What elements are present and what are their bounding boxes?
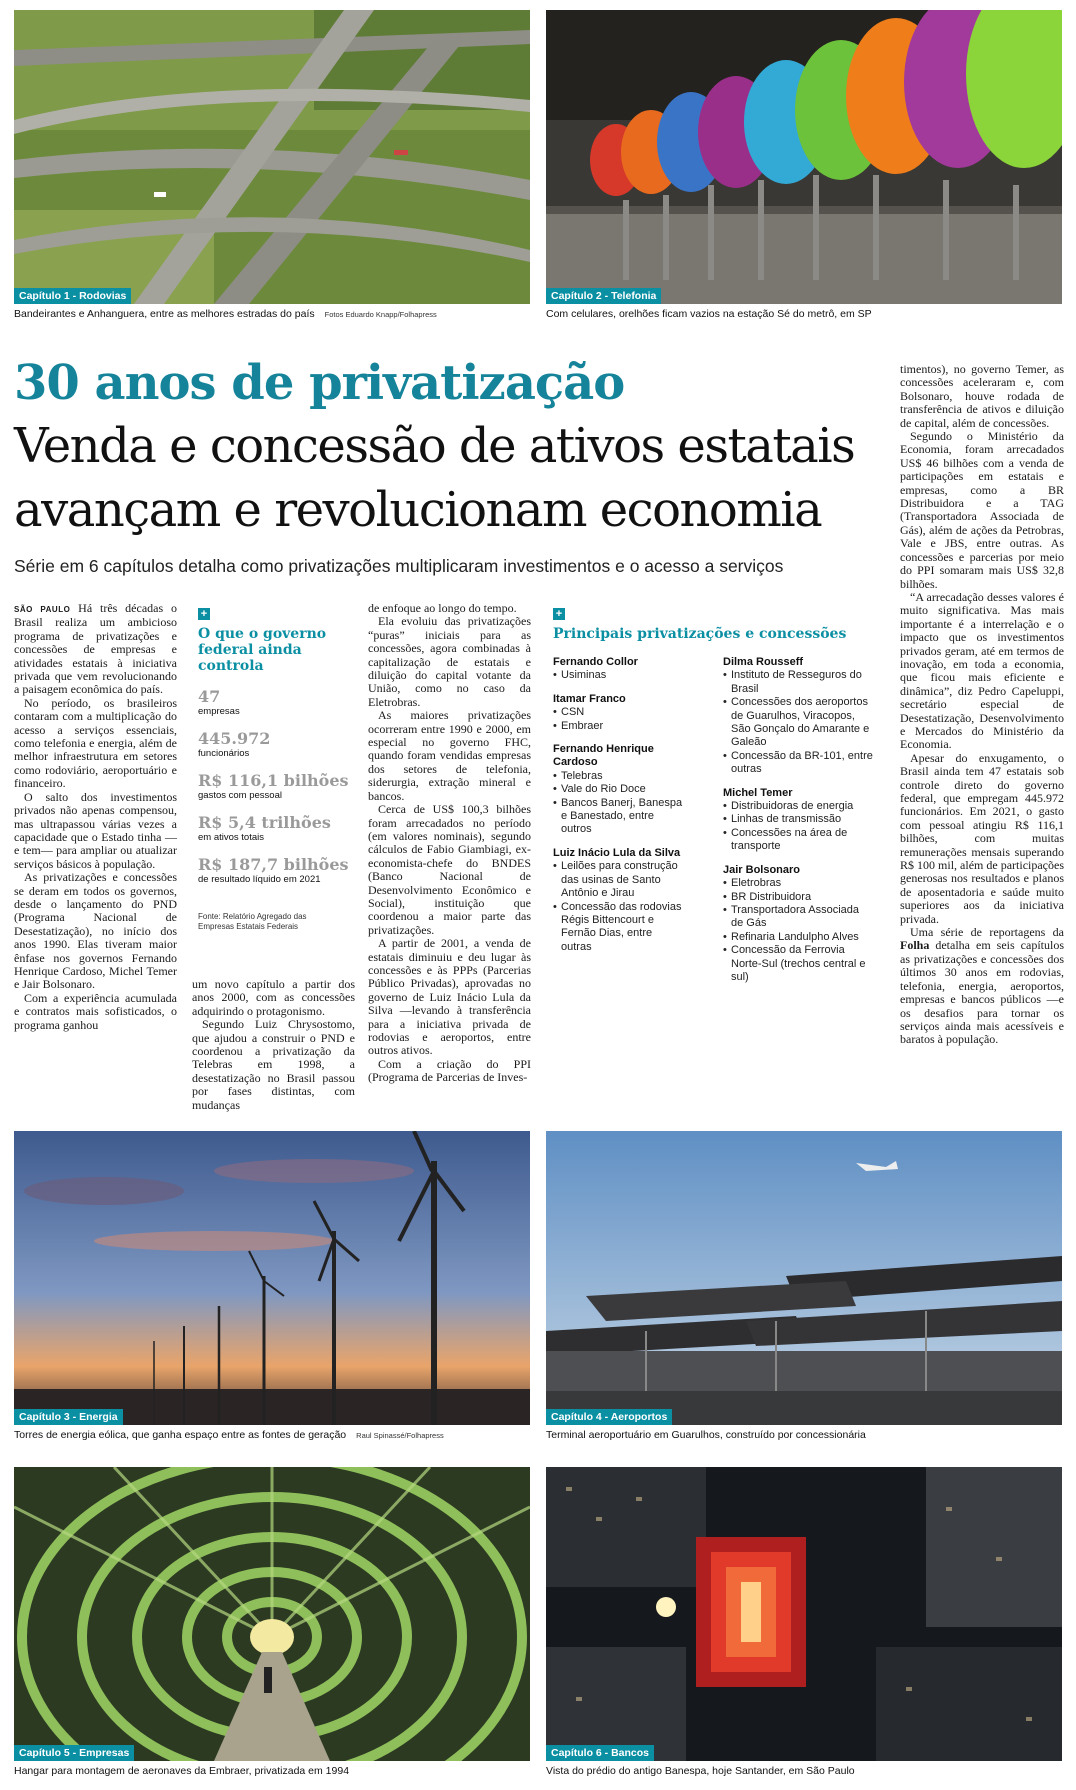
headline-line-2: avançam e revolucionam economia (14, 482, 822, 538)
president-name: Fernando Collor (553, 656, 638, 668)
chapter-label-3: Capítulo 3 - Energia (14, 1409, 123, 1425)
government-controls-box (198, 604, 358, 932)
photo-aeroportos (546, 1131, 1062, 1425)
paragraph: Com a criação do PPI (Programa de Parcerias de Inves- (368, 1056, 531, 1085)
stat-value: R$ 187,7 bilhões (198, 855, 349, 874)
president-name: Jair Bolsonaro (723, 863, 801, 876)
stats-list (198, 688, 358, 886)
paragraph: Cerca de US$ 100,3 bilhões foram arrecadados no período (em valores nominais), segundo cálculos de Fabio Giambiagi, ex-economista-chefe do BNDES (Banco Nacional de Desenvolvimento Econômico e Social), instituição que coordenou a maior parte das privatizações. (368, 802, 531, 937)
president-name: Luiz Inácio Lula da Silva (553, 846, 681, 859)
paragraph: As maiores privatizações ocorreram entre 1990 e 2000, em especial no governo FHC, quando foram vendidas empresas dos setores de telefonia, siderurgia, extração mineral e bancos. (368, 708, 531, 803)
privatization-item: • Usiminas (553, 669, 683, 682)
paragraph: No período, os brasileiros contaram com a multiplicação do acesso a serviços essenciais, como telefonia e energia, além de melhor infraestrutura em setores como rodoviário, aeroportuário e financeiro. (14, 695, 177, 791)
caption-text-3: Torres de energia eólica, que ganha espaço entre as fontes de geração (14, 1429, 347, 1441)
president-name: Itamar Franco (553, 692, 626, 705)
folha-brand: Folha (900, 938, 930, 953)
box-title: O que o governo federal ainda controla (198, 626, 327, 674)
plus-icon: + (198, 608, 210, 620)
caption-text-6: Vista do prédio do antigo Banespa, hoje Santander, em São Paulo (546, 1765, 855, 1777)
privatization-item: • Concessão das rodovias Régis Bittencourt e Fernão Dias, entre outras (553, 901, 683, 955)
caption-text-1: Bandeirantes e Anhanguera, entre as melhores estradas do país (14, 308, 315, 320)
paragraph: Segundo Luiz Chrysostomo, que ajudou a construir o PND e coordenou a privatização da Telebras em 1998, a desestatização no Brasil passou por fases distintas, com mudanças (192, 1017, 355, 1112)
photo-caption-4 (546, 1429, 866, 1442)
stat-label: em ativos totais (198, 832, 264, 843)
stat-value: 47 (198, 687, 221, 706)
stat-label: funcionários (198, 748, 250, 759)
caption-text-2: Com celulares, orelhões ficam vazios na estação Sé do metrô, em SP (546, 308, 872, 320)
paragraph: SÃO PAULO Há três décadas o Brasil realiza um ambicioso programa de privatizações e concessões de empresas e atividades estatais à iniciativa privada que vem revolucionando a paisagem econômica do país. (14, 601, 178, 697)
paragraph: Segundo o Ministério da Economia, foram arrecadados US$ 46 bilhões com a venda de participações em estatais e empresas, como a BR Distribuidora e a TAG (Transportadora Associada de Gás), além de ações da Petrobras, Vale e JBS, entre outras. As concessões e parcerias por meio do PPI somaram mais US$ 32,8 bilhões. (900, 429, 1064, 591)
president-name: Dilma Rousseff (723, 656, 804, 668)
stat-value: R$ 116,1 bilhões (198, 771, 349, 790)
privatization-item: • Bancos Banerj, Banespa e Banestado, entre outros (553, 797, 683, 837)
photo-caption-3 (14, 1429, 444, 1442)
privatization-item: • BR Distribuidora (723, 891, 873, 904)
article-column-1 (14, 602, 177, 1032)
photo-credit-3: Raul Spinassé/Folhapress (356, 1431, 444, 1440)
paragraph: Com a experiência acumulada e contratos mais sofisticados, o programa ganhou (14, 990, 177, 1032)
privatization-item: • Leilões para construção das usinas de Santo Antônio e Jirau (553, 860, 683, 900)
caption-text-4: Terminal aeroportuário em Guarulhos, construído por concessionária (546, 1429, 866, 1441)
photo-credit-1: Fotos Eduardo Knapp/Folhapress (324, 310, 437, 319)
president-list-right (723, 656, 873, 984)
privatization-item: • CSN (553, 706, 683, 719)
photo-telefonia (546, 10, 1062, 304)
paragraph: Ela evoluiu das privatizações “puras” iniciais para as concessões, agora combinadas à capitalização de estatais e diluição do capital votante da União, como no caso da Eletrobras. (368, 614, 531, 709)
privatization-item: • Telebras (553, 770, 683, 783)
box-title: Principais privatizações e concessões (553, 626, 847, 642)
caption-text-5: Hangar para montagem de aeronaves da Embraer, privatizada em 1994 (14, 1765, 350, 1777)
privatization-item: • Vale do Rio Doce (553, 783, 683, 796)
president-name: Michel Temer (723, 786, 793, 799)
source-note: Fonte: Relatório Agregado das Empresas Estatais Federais (198, 912, 307, 931)
privatization-item: • Concessão da BR-101, entre outras (723, 750, 873, 777)
chapter-label-1: Capítulo 1 - Rodovias (14, 288, 131, 304)
photo-energia (14, 1131, 530, 1425)
privatization-item: • Distribuidoras de energia (723, 800, 873, 813)
paragraph: “A arrecadação desses valores é muito significativa. Mas mais importante é a interrelação e o impacto que os investimentos privados geram, até em termos de inovação, em toda a economia, que ficou mais eficiente e dinâmica”, diz Pedro Capeluppi, secretário especial de Desestatização, Desenvolvimento e Mercados do Ministério da Economia. (900, 589, 1064, 752)
article-column-2 (192, 978, 355, 1112)
stat-label: de resultado líquido em 2021 (198, 874, 321, 885)
stat-label: gastos com pessoal (198, 790, 282, 801)
paragraph: As privatizações e concessões se deram em todos os governos, desde o lançamento do PND (Programa Nacional de Desestatização), no início dos anos 1990. Elas tiveram maior ênfase nos governos Fernando Henrique Cardoso, Michel Temer e Jair Bolsonaro. (14, 870, 177, 992)
kicker-title: 30 anos de privatização (14, 355, 625, 411)
photo-rodovias (14, 10, 530, 304)
paragraph: de enfoque ao longo do tempo. (368, 601, 517, 615)
privatization-item: • Concessões dos aeroportos de Guarulhos, Viracopos, São Gonçalo do Amarante e Galeão (723, 696, 873, 750)
headline (14, 414, 854, 542)
paragraph: A partir de 2001, a venda de estatais diminuiu e deu lugar às concessões e às PPPs (Parcerias Público Privadas), aprovadas no governo de Luiz Inácio Lula da Silva —levando à transferência para a iniciativa privada de rodovias e aeroportos, entre outros ativos. (368, 936, 531, 1058)
photo-caption-5 (14, 1765, 349, 1778)
photo-bancos (546, 1467, 1062, 1761)
plus-icon: + (553, 608, 565, 620)
dateline: SÃO PAULO (14, 605, 71, 614)
privatization-item: • Transportadora Associada de Gás (723, 904, 873, 931)
privatization-item: • Concessão da Ferrovia Norte-Sul (trechos central e sul) (723, 944, 873, 984)
deck-subtitle: Série em 6 capítulos detalha como privatizações multiplicaram investimentos e o acesso a serviços (14, 556, 784, 576)
photo-caption-1 (14, 308, 437, 321)
paragraph: Uma série de reportagens da Folha detalha em seis capítulos as privatizações e concessões dos últimos 30 anos em rodovias, telefonia, energia, aeroportos, empresas e bancos públicos —e os desafios para tornar os serviços ainda mais acessíveis e baratos à população. (900, 925, 1064, 1047)
photo-caption-2 (546, 308, 872, 321)
stat-label: empresas (198, 706, 240, 717)
stat-value: R$ 5,4 trilhões (198, 813, 331, 832)
photo-empresas (14, 1467, 530, 1761)
stat-value: 445.972 (198, 729, 271, 748)
privatization-item: • Embraer (553, 720, 683, 733)
chapter-label-4: Capítulo 4 - Aeroportos (546, 1409, 672, 1425)
chapter-label-2: Capítulo 2 - Telefonia (546, 288, 661, 304)
president-name: Fernando Henrique Cardoso (553, 743, 654, 769)
privatization-item: • Linhas de transmissão (723, 813, 873, 826)
paragraph: O salto dos investimentos privados não apenas compensou, mas ultrapassou várias vezes a capacidade que o Estado tinha —e tem— para ampliar ou atualizar serviços básicos à população. (14, 789, 177, 871)
chapter-label-6: Capítulo 6 - Bancos (546, 1745, 654, 1761)
chapter-label-5: Capítulo 5 - Empresas (14, 1745, 134, 1761)
privatization-item: • Eletrobras (723, 877, 873, 890)
paragraph: timentos), no governo Temer, as concessões aceleraram e, com Bolsonaro, houve rodada de transferência de ativos e diluição de capital, além de concessões. (900, 362, 1064, 430)
paragraph: Apesar do enxugamento, o Brasil ainda tem 47 estatais sob controle direto do governo federal, que empregam 445.972 funcionários. Em 2021, o gasto com pessoal atingiu R$ 116,1 bilhões, com muitas remunerações mensais superando R$ 100 mil, além de participações generosas nos resultados e planos de aposentadoria e saúde muito superiores aos da iniciativa privada. (900, 750, 1064, 926)
privatization-item: • Refinaria Landulpho Alves (723, 931, 873, 944)
president-list-left (553, 656, 683, 954)
photo-caption-6 (546, 1765, 855, 1778)
privatization-item: • Instituto de Resseguros do Brasil (723, 669, 873, 696)
headline-line-1: Venda e concessão de ativos estatais (14, 418, 855, 474)
article-column-6 (900, 363, 1064, 1047)
article-column-3 (368, 602, 531, 1085)
privatization-item: • Concessões na área de transporte (723, 827, 873, 854)
privatizations-box (553, 604, 883, 983)
paragraph: um novo capítulo a partir dos anos 2000, com as concessões adquirindo o protagonismo. (192, 977, 355, 1018)
